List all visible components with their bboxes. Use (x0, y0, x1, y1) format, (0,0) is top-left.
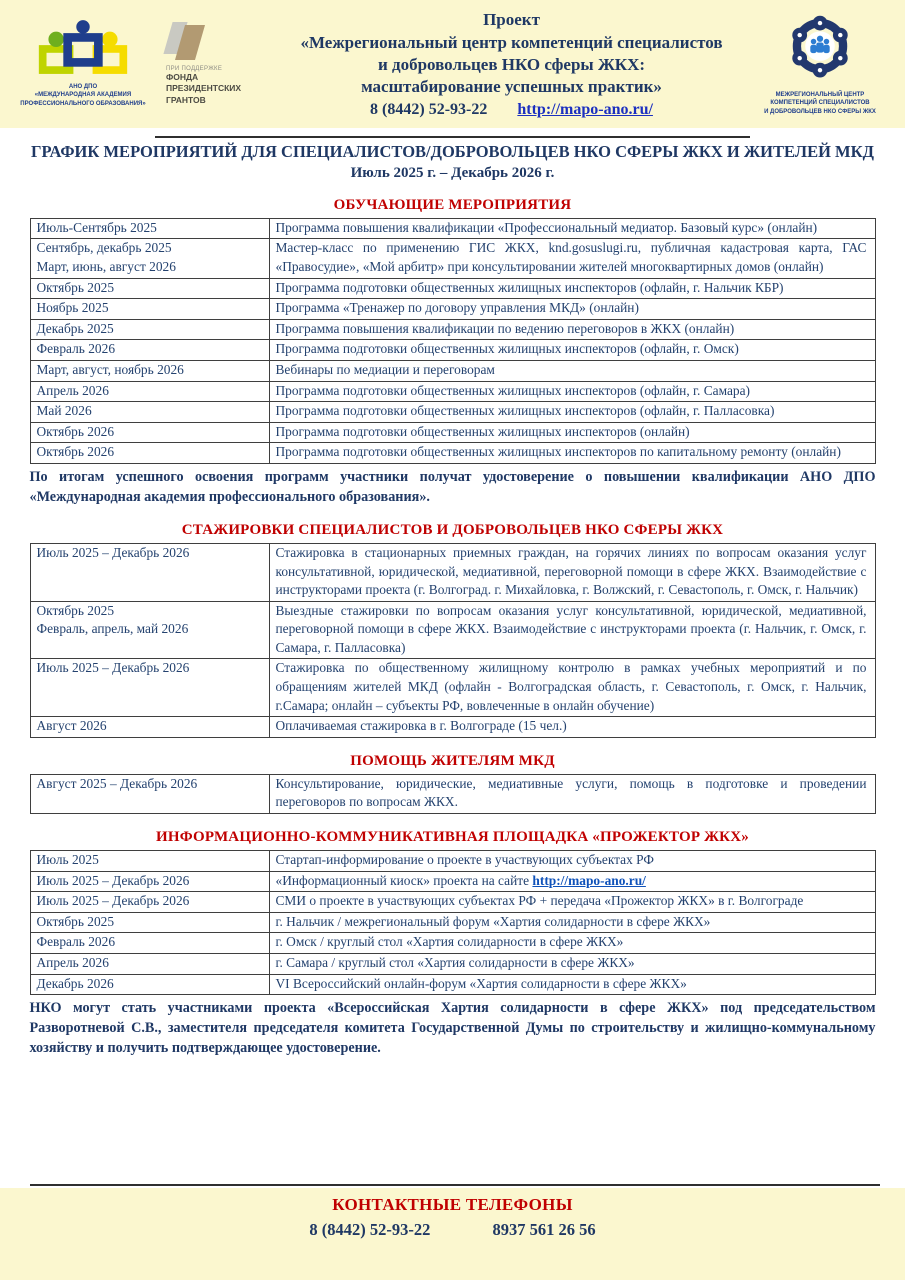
event-description: Стажировка в стационарных приемных граждан, на горячих линиях по вопросам оказания услуг консультативной, юридической, медиативной, переговорной помощи в сфере ЖКХ. Взаимодействие с инструкторами проекта (г. Волгоград. г. Михайловка, г. Волжский, г. Севастополь, г. Омск, г. Нальчик) (269, 543, 875, 601)
table-row (30, 319, 875, 340)
event-description: Выездные стажировки по вопросам оказания услуг консультативной, юридической, медиативной, переговорной помощи в сфере ЖКХ. Взаимодействие с инструкторами проекта (г. Нальчик, г. Омск, г. Самара, г. Палласовка) (269, 601, 875, 659)
section-heading-help: ПОМОЩЬ ЖИТЕЛЯМ МКД (350, 752, 555, 769)
event-description: Программа подготовки общественных жилищных инспекторов по капитальному ремонту (онлайн) (269, 443, 875, 464)
event-date: Июль-Сентябрь 2025 (30, 218, 269, 239)
event-description: г. Омск / круглый стол «Хартия солидарности в сфере ЖКХ» (269, 933, 875, 954)
event-description: Программа «Тренажер по договору управления МКД» (онлайн) (269, 299, 875, 320)
event-date: Февраль 2026 (30, 933, 269, 954)
event-date: Июль 2025 – Декабрь 2026 (30, 659, 269, 717)
event-date: Октябрь 2025 Февраль, апрель, май 2026 (30, 601, 269, 659)
event-date: Июль 2025 – Декабрь 2026 (30, 543, 269, 601)
event-description: Программа подготовки общественных жилищных инспекторов (офлайн, г. Палласовка) (269, 402, 875, 423)
presidential-grants-fund-logo (152, 22, 274, 106)
table-row (30, 717, 875, 738)
event-date: Октябрь 2026 (30, 443, 269, 464)
page-title: ГРАФИК МЕРОПРИЯТИЙ ДЛЯ СПЕЦИАЛИСТОВ/ДОБРОВОЛЬЦЕВ НКО СФЕРЫ ЖКХ И ЖИТЕЛЕЙ МКД (31, 142, 874, 161)
event-description: Программа подготовки общественных жилищных инспекторов (офлайн, г. Самара) (269, 381, 875, 402)
table-row (30, 278, 875, 299)
event-description: Программа повышения квалификации «Профессиональный медиатор. Базовый курс» (онлайн) (269, 218, 875, 239)
contact-phone-2: 8937 561 26 56 (492, 1220, 596, 1239)
project-title-line1: Проект (483, 10, 540, 30)
table-row (30, 774, 875, 813)
event-date: Октябрь 2025 (30, 912, 269, 933)
event-date: Апрель 2026 (30, 954, 269, 975)
event-description: Программа повышения квалификации по ведению переговоров в ЖКХ (онлайн) (269, 319, 875, 340)
help-table (30, 774, 876, 814)
event-description: Вебинары по медиации и переговорам (269, 360, 875, 381)
mcc-logo-caption: МЕЖРЕГИОНАЛЬНЫЙ ЦЕНТР КОМПЕТЕНЦИЙ СПЕЦИАЛИСТОВ И ДОБРОВОЛЬЦЕВ НКО СФЕРЫ ЖКХ (764, 92, 876, 115)
event-date: Май 2026 (30, 402, 269, 423)
event-date: Август 2026 (30, 717, 269, 738)
table-row (30, 954, 875, 975)
table-row (30, 299, 875, 320)
event-description: г. Нальчик / межрегиональный форум «Хартия солидарности в сфере ЖКХ» (269, 912, 875, 933)
table-row (30, 422, 875, 443)
event-description: Оплачиваемая стажировка в г. Волгограде (15 чел.) (269, 717, 875, 738)
table-row (30, 659, 875, 717)
event-date: Декабрь 2025 (30, 319, 269, 340)
interregional-center-logo (749, 12, 891, 115)
event-description: «Информационный киоск» проекта на сайте http://mapo-ano.ru/ (269, 871, 875, 892)
event-description: г. Самара / круглый стол «Хартия солидарности в сфере ЖКХ» (269, 954, 875, 975)
footer-band (0, 1188, 905, 1280)
event-description: VI Всероссийский онлайн-форум «Хартия солидарности в сфере ЖКХ» (269, 974, 875, 995)
mapo-site-link[interactable]: http://mapo-ano.ru/ (532, 872, 646, 888)
contacts-heading: КОНТАКТНЫЕ ТЕЛЕФОНЫ (332, 1195, 573, 1214)
project-title-line3: и добровольцев НКО сферы ЖКХ: (377, 55, 646, 74)
event-description: Программа подготовки общественных жилищных инспекторов (офлайн, г. Омск) (269, 340, 875, 361)
mcc-ring-icon (783, 12, 857, 84)
table-row (30, 543, 875, 601)
fpg-parallelograms-icon (166, 22, 212, 62)
header-phone: 8 (8442) 52-93-22 (370, 100, 488, 118)
fpg-support-label: ПРИ ПОДДЕРЖКЕ (166, 65, 223, 72)
table-row (30, 851, 875, 872)
event-date: Июль 2025 – Декабрь 2026 (30, 892, 269, 913)
learning-note: По итогам успешного освоения программ участники получат удостоверение о повышении квалификации АНО ДПО «Международная академия профессионального образования». (29, 468, 876, 505)
event-description: СМИ о проекте в участвующих субъектах РФ + передача «Прожектор ЖКХ» в г. Волгограде (269, 892, 875, 913)
platform-table (30, 850, 876, 995)
page-period: Июль 2025 г. – Декабрь 2026 г. (350, 164, 555, 181)
event-date: Октябрь 2025 (30, 278, 269, 299)
mapo-academy-logo (14, 20, 152, 107)
event-description: Мастер-класс по применению ГИС ЖКХ, knd.gosuslugi.ru, публичная кадастровая карта, ГАС «Правосудие», «Мой арбитр» при консультировании жителей многоквартирных домов (онлайн) (269, 239, 875, 278)
table-row (30, 340, 875, 361)
project-title-line4: масштабирование успешных практик» (361, 77, 662, 97)
event-date: Декабрь 2026 (30, 974, 269, 995)
header-divider (155, 136, 750, 138)
event-description: Программа подготовки общественных жилищных инспекторов (офлайн, г. Нальчик КБР) (269, 278, 875, 299)
table-row (30, 443, 875, 464)
contact-phone-1: 8 (8442) 52-93-22 (309, 1220, 431, 1239)
internships-table (30, 543, 876, 738)
section-heading-platform: ИНФОРМАЦИОННО-КОММУНИКАТИВНАЯ ПЛОЩАДКА «ПРОЖЕКТОР ЖКХ» (156, 829, 749, 846)
event-description: Стажировка по общественному жилищному контролю в рамках учебных мероприятий и по обращениям жителей МКД (офлайн - Волгоградская область, г. Севастополь, г. Омск, г. Нальчик, г.Самара; онлайн – субъекты РФ, вовлеченные в онлайн обучение) (269, 659, 875, 717)
table-row (30, 912, 875, 933)
event-date: Сентябрь, декабрь 2025 Март, июнь, август 2026 (30, 239, 269, 278)
event-date: Октябрь 2026 (30, 422, 269, 443)
table-row (30, 974, 875, 995)
table-row (30, 402, 875, 423)
learning-table (30, 218, 876, 464)
table-row (30, 601, 875, 659)
event-description: Программа подготовки общественных жилищных инспекторов (онлайн) (269, 422, 875, 443)
project-title-block (274, 9, 749, 119)
header-band (0, 0, 905, 128)
platform-note: НКО могут стать участниками проекта «Всероссийская Хартия солидарности в сфере ЖКХ» под председательством Разворотневой С.В., заместителя председателя комитета Государственной Думы по строительству и жилищно-коммунальному хозяйству и получить подтверждающее удостоверение. (29, 1000, 876, 1057)
table-row (30, 218, 875, 239)
event-date: Июль 2025 – Декабрь 2026 (30, 871, 269, 892)
contacts-phones (0, 1220, 905, 1240)
table-row (30, 239, 875, 278)
section-heading-internships: СТАЖИРОВКИ СПЕЦИАЛИСТОВ И ДОБРОВОЛЬЦЕВ НКО СФЕРЫ ЖКХ (181, 521, 724, 538)
table-row (30, 933, 875, 954)
event-date: Март, август, ноябрь 2026 (30, 360, 269, 381)
table-row (30, 892, 875, 913)
event-date: Июль 2025 (30, 851, 269, 872)
fpg-name: ФОНДА ПРЕЗИДЕНТСКИХ ГРАНТОВ (166, 71, 242, 105)
event-date: Апрель 2026 (30, 381, 269, 402)
event-date: Ноябрь 2025 (30, 299, 269, 320)
section-heading-learning: ОБУЧАЮЩИЕ МЕРОПРИЯТИЯ (333, 196, 572, 213)
table-row (30, 381, 875, 402)
event-description: Стартап-информирование о проекте в участвующих субъектах РФ (269, 851, 875, 872)
event-description: Консультирование, юридические, медиативные услуги, помощь в подготовке и проведении переговоров по вопросам ЖКХ. (269, 774, 875, 813)
header-site-link[interactable]: http://mapo-ano.ru/ (517, 100, 653, 118)
event-date: Август 2025 – Декабрь 2026 (30, 774, 269, 813)
event-date: Февраль 2026 (30, 340, 269, 361)
mapo-people-icon (35, 20, 131, 76)
table-row (30, 871, 875, 892)
table-row (30, 360, 875, 381)
footer-divider (30, 1184, 880, 1186)
project-title-line2: «Межрегиональный центр компетенций специалистов (300, 32, 723, 52)
mapo-logo-caption: АНО ДПО «МЕЖДУНАРОДНАЯ АКАДЕМИЯ ПРОФЕССИОНАЛЬНОГО ОБРАЗОВАНИЯ» (20, 84, 146, 107)
